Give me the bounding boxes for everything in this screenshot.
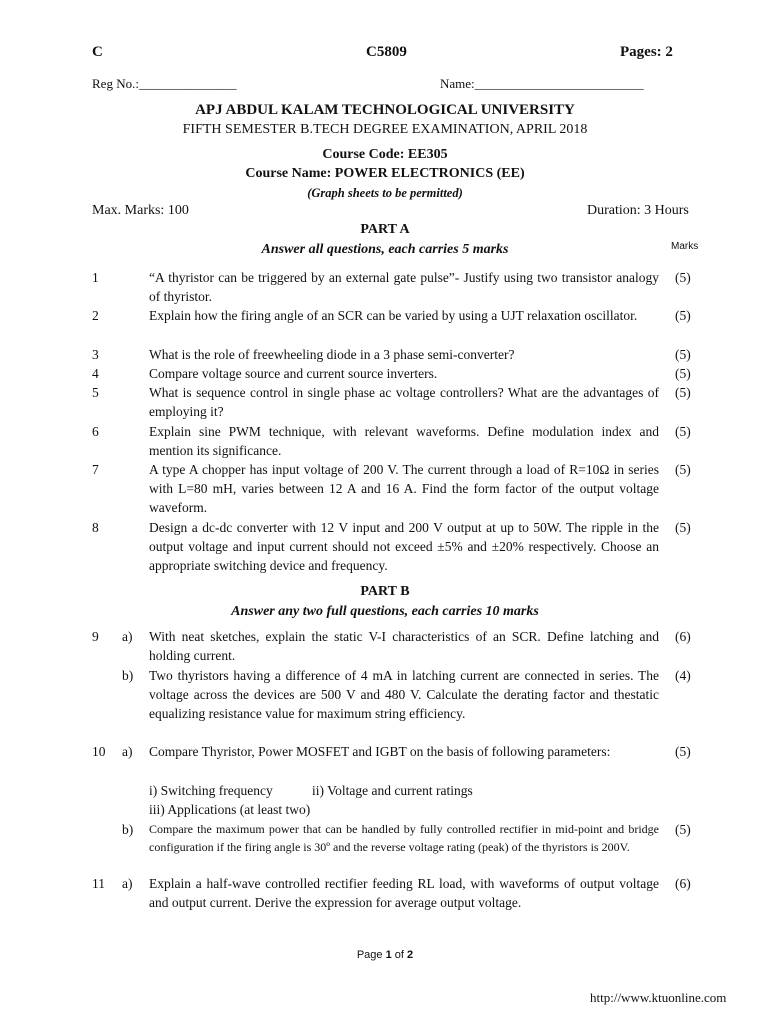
question-number: 3 — [92, 347, 99, 362]
q10a-item-3: iii) Applications (at least two) — [149, 802, 311, 817]
question-text: “A thyristor can be triggered by an external gate pulse”- Justify using two transistor analogy of thyristor. — [149, 270, 659, 304]
question-number: 1 — [92, 270, 99, 285]
question-number: 2 — [92, 308, 99, 323]
question-text: Explain how the firing angle of an SCR can be varied by using a UJT relaxation oscillator. — [149, 308, 638, 323]
sub-question-label: a) — [122, 876, 133, 891]
question-number: 4 — [92, 366, 99, 381]
question-marks: (5) — [675, 462, 691, 477]
exam-note: (Graph sheets to be permitted) — [307, 186, 463, 200]
course-code: Course Code: EE305 — [322, 147, 448, 162]
question-number: 7 — [92, 462, 99, 477]
part-a-instruction: Answer all questions, each carries 5 marks — [261, 242, 509, 257]
name-field: Name:__________________________ — [440, 76, 644, 91]
question-number: 8 — [92, 520, 99, 535]
page-of: of — [391, 949, 408, 961]
question-marks: (5) — [675, 385, 691, 400]
reg-no-field: Reg No.:_______________ — [92, 76, 237, 91]
question-text: Compare the maximum power that can be handled by fully controlled rectifier in mid-point and bridge configuration if the firing angle is 30º and the reverse voltage rating (peak) of the thyristors is 200V. — [149, 822, 659, 854]
question-marks: (6) — [675, 876, 691, 891]
question-text: Explain sine PWM technique, with relevant waveforms. Define modulation index and mention its significance. — [149, 424, 659, 458]
question-marks: (5) — [675, 520, 691, 535]
question-number: 5 — [92, 385, 99, 400]
question-text: What is sequence control in single phase ac voltage controllers? What are the advantages of employing it? — [149, 385, 659, 419]
max-marks: Max. Marks: 100 — [92, 203, 189, 218]
course-name: Course Name: POWER ELECTRONICS (EE) — [245, 166, 525, 181]
page-count: Pages: 2 — [620, 44, 673, 60]
question-marks: (6) — [675, 629, 691, 644]
question-marks: (5) — [675, 424, 691, 439]
part-b-instruction: Answer any two full questions, each carries 10 marks — [231, 604, 539, 619]
university-name: APJ ABDUL KALAM TECHNOLOGICAL UNIVERSITY — [195, 102, 575, 118]
sub-question-label: a) — [122, 629, 133, 644]
question-marks: (5) — [675, 366, 691, 381]
part-b-title: PART B — [360, 584, 410, 599]
question-marks: (5) — [675, 270, 691, 285]
q10a-item-2: ii) Voltage and current ratings — [312, 783, 473, 798]
page-prefix: Page — [356, 949, 386, 961]
exam-title: FIFTH SEMESTER B.TECH DEGREE EXAMINATION, APRIL 2018 — [182, 122, 588, 137]
question-number: 11 — [92, 876, 105, 891]
question-text: What is the role of freewheeling diode in a 3 phase semi-converter? — [149, 347, 515, 362]
duration: Duration: 3 Hours — [587, 203, 689, 218]
q10a-item-1: i) Switching frequency — [149, 783, 273, 798]
question-number: 10 — [92, 744, 106, 759]
source-url-link[interactable]: http://www.ktuonline.com — [590, 990, 727, 1005]
question-text: Two thyristors having a difference of 4 mA in latching current are connected in series. The voltage across the devices are 500 V and 480 V. Calculate the derating factor and thestatic equalizing resistance value for maximum string efficiency. — [149, 668, 659, 721]
question-text: Design a dc-dc converter with 12 V input and 200 V output at up to 50W. The ripple in the output voltage and input current should not exceed ±5% and ±20% respectively. Choose an appropriate switching device and frequency. — [149, 520, 659, 573]
series-code: C — [92, 44, 103, 60]
question-marks: (5) — [675, 744, 691, 759]
question-number: 6 — [92, 424, 99, 439]
page-footer — [0, 949, 770, 961]
question-text: Compare voltage source and current source inverters. — [149, 366, 438, 381]
sub-question-label: b) — [122, 822, 134, 837]
question-marks: (5) — [675, 347, 691, 362]
question-text: Compare Thyristor, Power MOSFET and IGBT on the basis of following parameters: — [149, 744, 611, 759]
question-text: Explain a half-wave controlled rectifier feeding RL load, with waveforms of output voltage and output current. Derive the expression for average output voltage. — [149, 876, 659, 910]
sub-question-label: b) — [122, 668, 134, 683]
question-text: With neat sketches, explain the static V-I characteristics of an SCR. Define latching and holding current. — [149, 629, 659, 663]
paper-code: C5809 — [366, 44, 407, 60]
part-a-title: PART A — [360, 222, 410, 237]
page-total: 2 — [407, 949, 414, 961]
question-marks: (5) — [675, 308, 691, 323]
question-marks: (4) — [675, 668, 691, 683]
sub-question-label: a) — [122, 744, 133, 759]
question-marks: (5) — [675, 822, 691, 837]
question-text: A type A chopper has input voltage of 200 V. The current through a load of R=10Ω in series with L=80 mH, varies between 12 A and 16 A. Find the form factor of the output voltage waveform. — [149, 462, 659, 515]
page-number: 1 — [385, 949, 392, 961]
marks-label: Marks — [671, 241, 699, 252]
question-number: 9 — [92, 629, 99, 644]
